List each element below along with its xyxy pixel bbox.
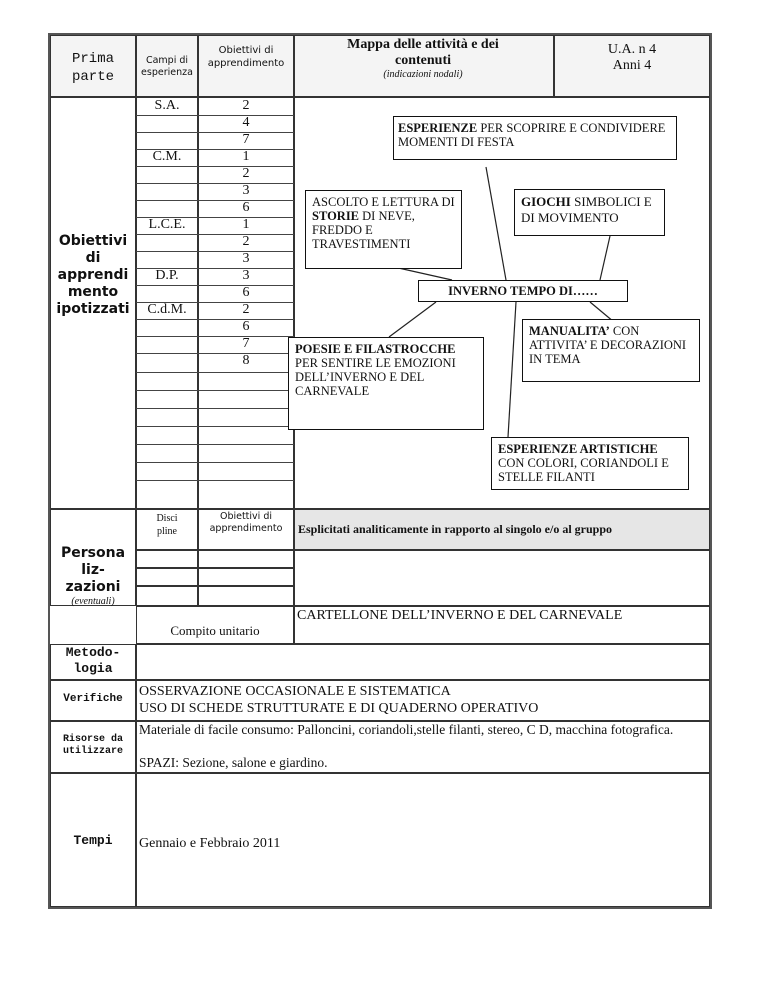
- discipline-header: Disci pline: [156, 513, 178, 537]
- pers-row-2-campi: [136, 568, 198, 586]
- risorse-line-1: Materiale di facile consumo: Palloncini, coriandoli,stelle filanti, stereo, C D, macchina fotografica.: [139, 722, 674, 737]
- risorse-line-2: SPAZI: Sezione, salone e giardino.: [139, 755, 328, 770]
- obiettivo-num: 3: [242, 183, 250, 198]
- campo-cm: C.M.: [152, 149, 182, 164]
- campi-header: Campi di esperienza: [141, 55, 193, 78]
- campo-lce: L.C.E.: [148, 217, 186, 232]
- map-node-center: INVERNO TEMPO DI……: [418, 280, 628, 302]
- personalizzazioni-label: Persona liz- zazioni: [60, 545, 126, 595]
- obiettivo-num: 6: [242, 319, 250, 334]
- pers-content-cell: [294, 550, 710, 606]
- obiettivo-num: 6: [242, 285, 250, 300]
- obiettivo-num: 2: [242, 302, 250, 317]
- pers-row-3-campi: [136, 586, 198, 606]
- obiettivo-num: 3: [242, 251, 250, 266]
- map-node-esperienze: ESPERIENZE PER SCOPRIRE E CONDIVIDERE MOMENTI DI FESTA: [393, 116, 677, 160]
- metodologia-label: Metodo- logia: [65, 645, 121, 676]
- map-node-manualita: MANUALITA’ CON ATTIVITA’ E DECORAZIONI IN TEMA: [522, 319, 700, 382]
- verifiche-line-2: USO DI SCHEDE STRUTTURATE E DI QUADERNO OPERATIVO: [139, 701, 539, 716]
- campo-dp: D.P.: [155, 268, 179, 283]
- map-node-poesie: POESIE E FILASTROCCHE PER SENTIRE LE EMOZIONI DELL’INVERNO E DEL CARNEVALE: [288, 337, 484, 430]
- esplicitati-text: Esplicitati analiticamente in rapporto al singolo e/o al gruppo: [298, 522, 613, 536]
- verifiche-line-1: OSSERVAZIONE OCCASIONALE E SISTEMATICA: [139, 684, 451, 699]
- pers-row-3-obiettivi: [198, 586, 294, 606]
- obiettivo-num: 8: [242, 353, 250, 368]
- prima-parte-label: Prima parte: [71, 51, 114, 85]
- obiettivo-num: 7: [242, 336, 250, 351]
- verifiche-label: Verifiche: [63, 693, 123, 705]
- obiettivo-num: 2: [242, 234, 250, 249]
- obiettivi-header: Obiettivi di apprendimento: [207, 45, 285, 69]
- ua-number: U.A. n 4: [607, 42, 657, 57]
- map-node-giochi: GIOCHI SIMBOLICI E DI MOVIMENTO: [514, 189, 665, 236]
- obiettivo-num: 2: [242, 166, 250, 181]
- anni: Anni 4: [612, 58, 652, 73]
- obiettivo-num: 2: [242, 98, 250, 113]
- risorse-label: Risorse da utilizzare: [62, 734, 123, 757]
- compito-value: CARTELLONE DELL’INVERNO E DEL CARNEVALE: [297, 608, 623, 623]
- obiettivo-num: 7: [242, 132, 250, 147]
- obiettivo-num: 3: [242, 268, 250, 283]
- obiettivo-num: 1: [242, 217, 250, 232]
- tempi-label: Tempi: [73, 833, 113, 848]
- tempi-value: Gennaio e Febbraio 2011: [139, 836, 281, 851]
- campo-sa: S.A.: [154, 98, 180, 113]
- pers-obiettivi-header: Obiettivi di apprendimento: [209, 511, 283, 534]
- metodologia-value-cell: [136, 644, 710, 680]
- pers-row-1-campi: [136, 550, 198, 568]
- mappa-title: Mappa delle attività e dei contenuti: [347, 37, 499, 68]
- pers-row-1-obiettivi: [198, 550, 294, 568]
- mappa-subtitle: (indicazioni nodali): [383, 69, 463, 80]
- obiettivo-num: 4: [242, 115, 250, 130]
- campo-cdm: C.d.M.: [147, 302, 187, 317]
- obiettivo-num: 1: [242, 149, 250, 164]
- obiettivi-ipotizzati-label: Obiettivi di apprendi mento ipotizzati: [56, 233, 130, 317]
- pers-row-2-obiettivi: [198, 568, 294, 586]
- compito-label: Compito unitario: [170, 623, 260, 638]
- map-node-artistiche: ESPERIENZE ARTISTICHE CON COLORI, CORIANDOLI E STELLE FILANTI: [491, 437, 689, 490]
- obiettivo-num: 6: [242, 200, 250, 215]
- eventuali-label: (eventuali): [71, 596, 115, 607]
- map-node-ascolto: ASCOLTO E LETTURA DI STORIE DI NEVE, FREDDO E TRAVESTIMENTI: [305, 190, 462, 269]
